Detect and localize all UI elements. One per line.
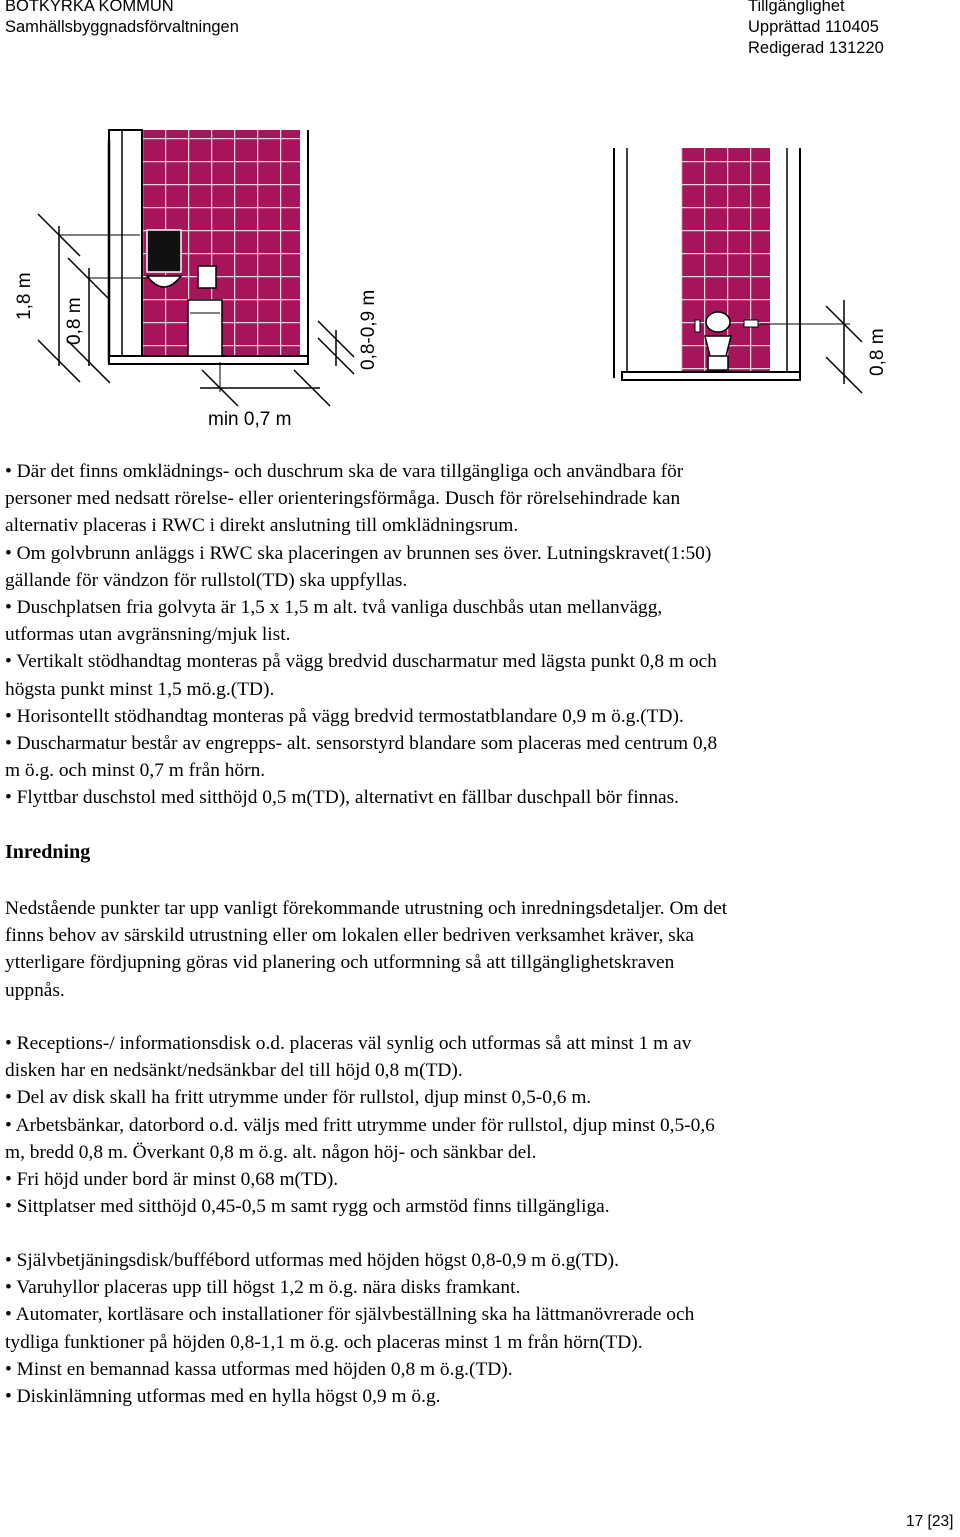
toilet-tank-icon	[706, 312, 730, 332]
cabinet-icon	[188, 300, 222, 356]
paper-holder-icon	[744, 320, 758, 327]
text-line: • Fri höjd under bord är minst 0,68 m(TD).	[5, 1169, 339, 1191]
text-line: • Varuhyllor placeras upp till högst 1,2 m ö.g. nära disks framkant.	[5, 1277, 521, 1299]
text-line: • Minst en bemannad kassa utformas med höjden 0,8 m ö.g.(TD).	[5, 1358, 513, 1380]
right-elevation	[614, 148, 888, 393]
edited-date: Redigerad 131220	[748, 39, 884, 57]
org-name: BOTKYRKA KOMMUN	[5, 0, 174, 15]
text-line: högsta punkt minst 1,5 mö.g.(TD).	[5, 678, 275, 700]
text-line: • Flyttbar duschstol med sitthöjd 0,5 m(TD), alternativt en fällbar duschpall bör finnas.	[5, 787, 680, 809]
text-line: • Horisontellt stödhandtag monteras på vägg bredvid termostatblandare 0,9 m ö.g.(TD).	[5, 705, 684, 727]
text-line: utformas utan avgränsning/mjuk list.	[5, 624, 291, 646]
text-line: • Om golvbrunn anläggs i RWC ska placeringen av brunnen ses över. Lutningskravet(1:50)	[5, 542, 712, 564]
shower-elevation-drawings	[0, 0, 960, 440]
created-date: Upprättad 110405	[748, 18, 879, 36]
text-line: uppnås.	[5, 979, 65, 1001]
text-line: Nedstående punkter tar upp vanligt förekommande utrustning och inredningsdetaljer. Om det	[5, 898, 728, 919]
section-heading: Inredning	[5, 841, 91, 863]
text-line: m, bredd 0,8 m. Överkant 0,8 m ö.g. alt. någon höj- och sänkbar del.	[5, 1141, 537, 1163]
text-line: • Sittplatser med sitthöjd 0,45-0,5 m samt rygg och armstöd finns tillgängliga.	[5, 1196, 610, 1218]
counter-requirements	[5, 1030, 955, 1220]
dim-label-1-8: 1,8 m	[14, 272, 35, 320]
left-elevation	[14, 130, 379, 430]
intro-paragraph	[5, 895, 955, 1004]
text-line: • Receptions-/ informationsdisk o.d. placeras väl synlig och utformas så att minst 1 m av	[5, 1033, 692, 1054]
dim-label-min-0-7: min 0,7 m	[208, 409, 292, 430]
floor-slab	[109, 356, 308, 364]
text-line: • Duscharmatur består av engrepps- alt. sensorstyrd blandare som placeras med centrum 0,8	[5, 733, 718, 755]
doc-topic: Tillgänglighet	[748, 0, 845, 15]
text-line: • Arbetsbänkar, datorbord o.d. väljs med fritt utrymme under för rullstol, djup minst 0,5-0,6	[5, 1114, 715, 1136]
text-line: personer med nedsatt rörelse- eller orienteringsförmåga. Dusch för rörelsehindrade kan	[5, 488, 681, 510]
side-wall-left	[109, 130, 142, 362]
dim-label-0-8-right: 0,8 m	[867, 328, 888, 376]
text-line: gällande för vändzon för rullstol(TD) ska uppfyllas.	[5, 569, 408, 591]
dispenser-icon	[198, 266, 216, 288]
text-line: disken har en nedsänkt/nedsänkbar del till höjd 0,8 m(TD).	[5, 1060, 463, 1082]
text-line: • Del av disk skall ha fritt utrymme under för rullstol, djup minst 0,5-0,6 m.	[5, 1087, 592, 1109]
text-line: • Automater, kortläsare och installationer för självbeställning ska ha lättmanövrerade och	[5, 1304, 695, 1326]
text-line: tydliga funktioner på höjden 0,8-1,1 m ö.g. och placeras minst 1 m från hörn(TD).	[5, 1331, 643, 1353]
text-line: m ö.g. och minst 0,7 m från hörn.	[5, 760, 266, 782]
dim-label-0-8-0-9: 0,8-0,9 m	[358, 289, 379, 370]
text-line: • Självbetjäningsdisk/buffébord utformas med höjden högst 0,8-0,9 m ö.g(TD).	[5, 1250, 619, 1271]
text-line: • Där det finns omklädnings- och duschrum ska de vara tillgängliga och användbara för	[5, 461, 684, 482]
text-line: alternativ placeras i RWC i direkt anslutning till omklädningsrum.	[5, 515, 519, 537]
page-number: 17 [23]	[906, 1513, 954, 1530]
text-line: • Vertikalt stödhandtag monteras på vägg bredvid duscharmatur med lägsta punkt 0,8 m och	[5, 651, 717, 673]
text-line: finns behov av särskild utrustning eller om lokalen eller bedriven verksamhet kräver, ska	[5, 925, 695, 947]
dim-label-0-8: 0,8 m	[64, 297, 85, 345]
self-service-requirements	[5, 1247, 955, 1410]
text-line: • Diskinlämning utformas med en hylla högst 0,9 m ö.g.	[5, 1386, 441, 1408]
text-line: • Duschplatsen fria golvyta är 1,5 x 1,5 m alt. två vanliga duschbås utan mellanvägg,	[5, 597, 663, 619]
mirror-icon	[147, 230, 181, 272]
department-name: Samhällsbyggnadsförvaltningen	[5, 18, 239, 36]
shower-requirements	[5, 458, 955, 812]
text-line: ytterligare fördjupning göras vid planering och utformning så att tillgänglighetskraven	[5, 952, 675, 974]
floor-slab-right	[622, 372, 800, 380]
